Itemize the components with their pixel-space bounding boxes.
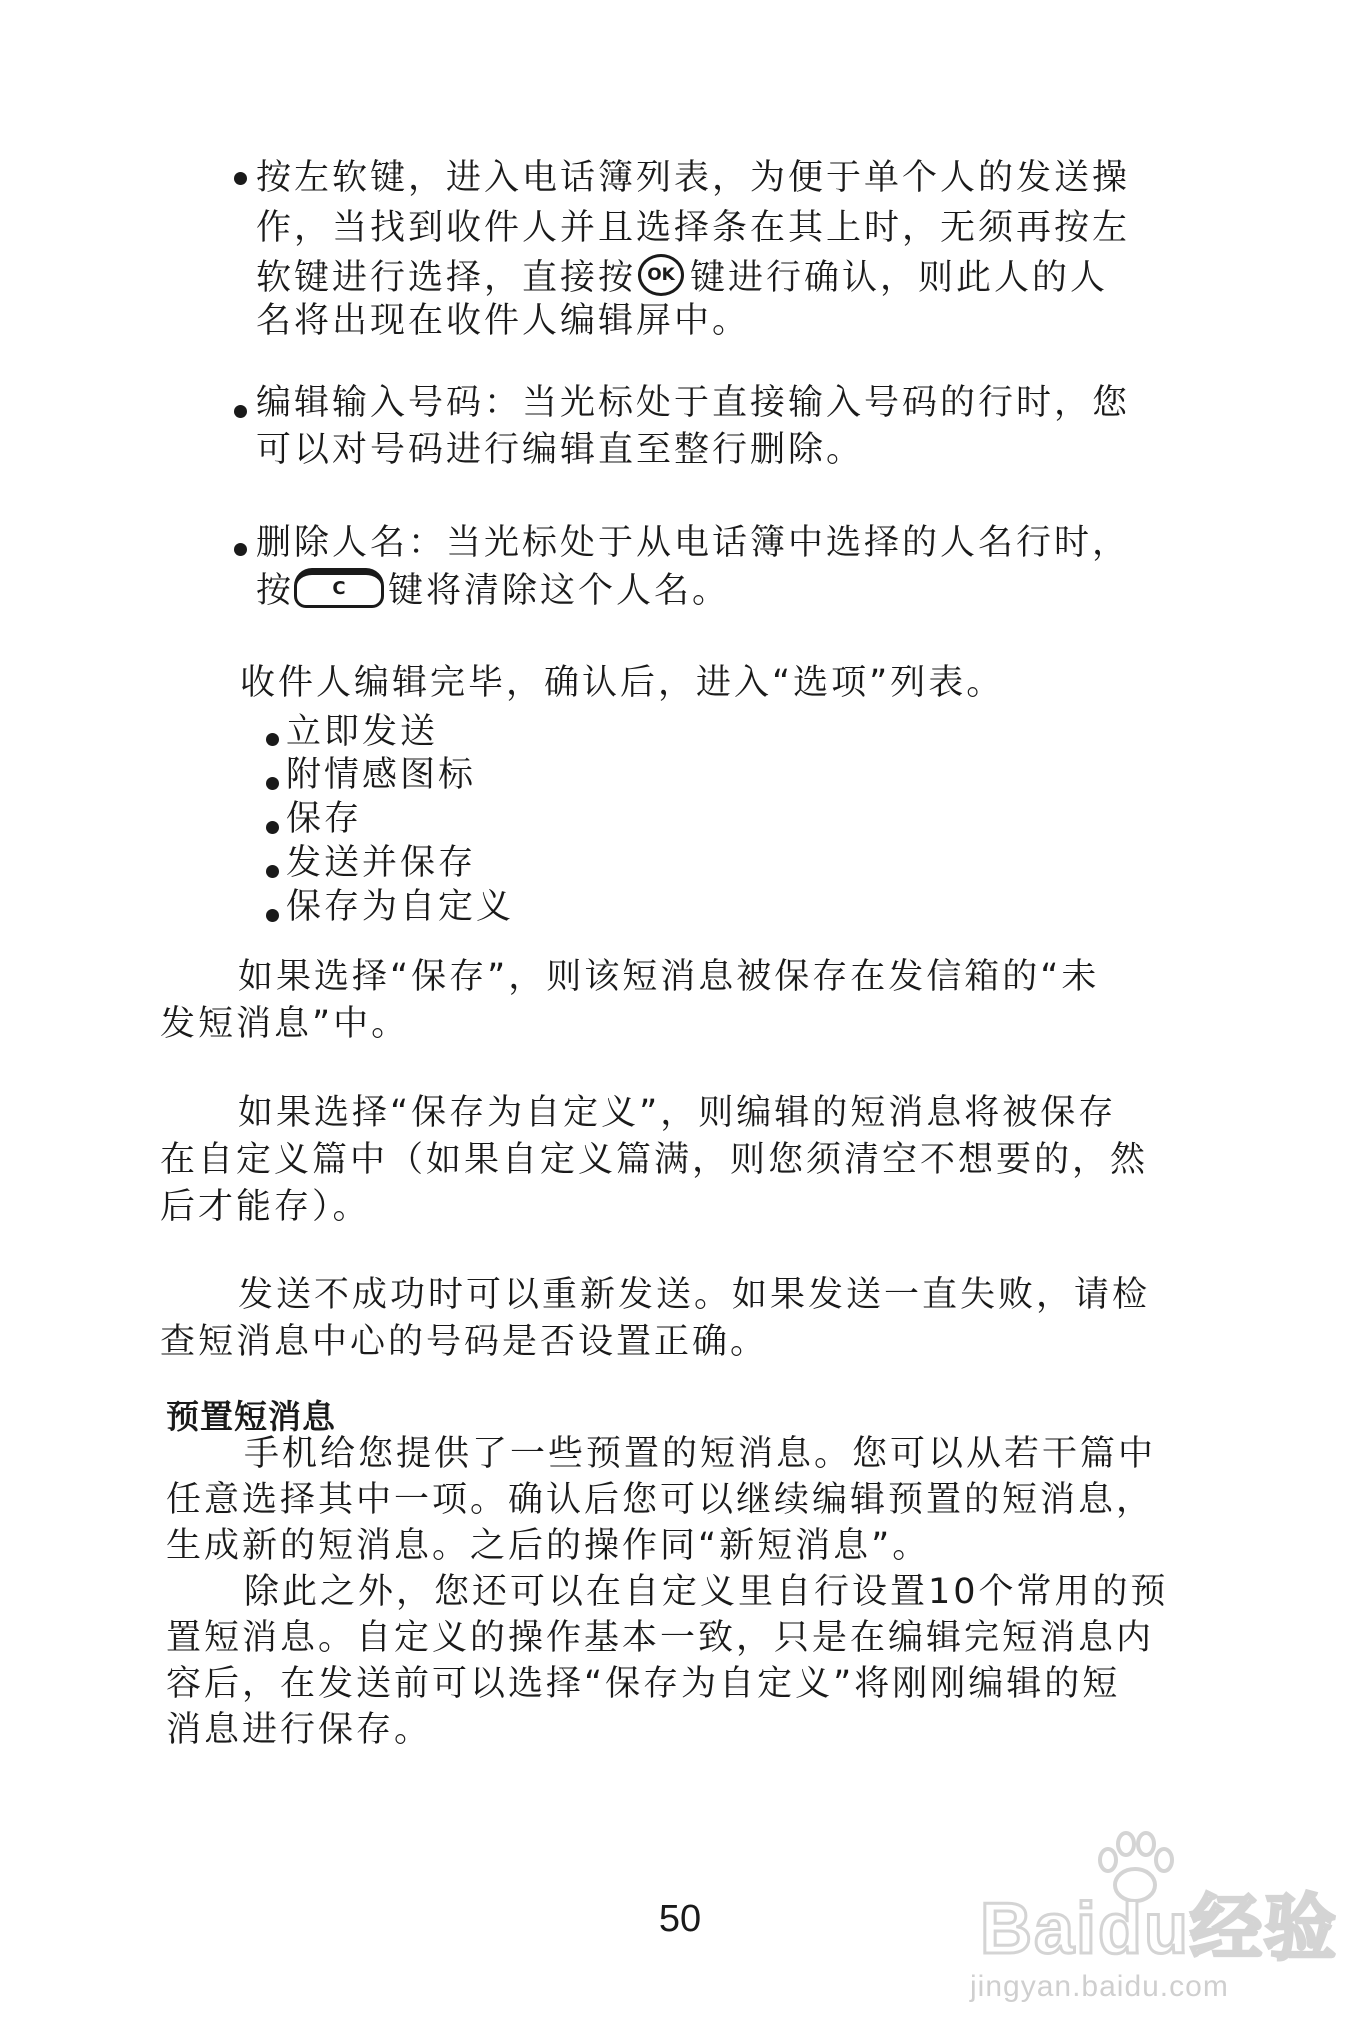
paragraph-2-line-1: 如果选择“保存为自定义”，则编辑的短消息将被保存 <box>238 1093 1117 1133</box>
bullet-3-line-2-text-b: 键将清除这个人名。 <box>388 571 731 611</box>
option-item: 发送并保存 <box>286 843 477 883</box>
c-key-icon: C <box>294 568 384 608</box>
preset-para-2-line-2: 置短消息。自定义的操作基本一致，只是在编辑完短消息内 <box>166 1618 1155 1658</box>
options-intro: 收件人编辑完毕，确认后，进入“选项”列表。 <box>240 663 1005 703</box>
bullet-1-line-3-text-a: 软键进行选择，直接按 <box>256 258 637 298</box>
bullet-3-line-2 <box>256 572 730 612</box>
bullet-dot <box>266 821 279 834</box>
paragraph-2-line-2: 在自定义篇中（如果自定义篇满，则您须清空不想要的，然 <box>160 1140 1149 1180</box>
bullet-dot <box>266 865 279 878</box>
section-heading: 预置短消息 <box>166 1397 336 1436</box>
option-item: 保存 <box>286 799 363 839</box>
preset-para-1-line-3: 生成新的短消息。之后的操作同“新短消息”。 <box>166 1526 931 1566</box>
bullet-dot <box>266 777 279 790</box>
option-item: 立即发送 <box>286 712 439 752</box>
preset-para-1-line-1: 手机给您提供了一些预置的短消息。您可以从若干篇中 <box>244 1434 1157 1474</box>
bullet-1-line-2: 作，当找到收件人并且选择条在其上时，无须再按左 <box>256 208 1131 248</box>
bullet-dot <box>234 405 247 418</box>
paragraph-2-line-3: 后才能存）。 <box>160 1187 371 1227</box>
preset-para-1-line-2: 任意选择其中一项。确认后您可以继续编辑预置的短消息， <box>166 1480 1155 1520</box>
preset-para-2-line-3: 容后，在发送前可以选择“保存为自定义”将刚刚编辑的短 <box>166 1664 1121 1704</box>
option-item: 附情感图标 <box>286 755 477 795</box>
paragraph-3-line-1: 发送不成功时可以重新发送。如果发送一直失败，请检 <box>238 1275 1151 1315</box>
ok-key-icon: OK <box>638 254 684 296</box>
preset-para-2-line-1: 除此之外，您还可以在自定义里自行设置10个常用的预 <box>244 1572 1169 1612</box>
bullet-dot <box>266 733 279 746</box>
option-item: 保存为自定义 <box>286 887 515 927</box>
paragraph-3-line-2: 查短消息中心的号码是否设置正确。 <box>160 1322 769 1362</box>
paragraph-1-line-2: 发短消息”中。 <box>160 1004 410 1044</box>
bullet-2-line-1: 编辑输入号码：当光标处于直接输入号码的行时，您 <box>256 383 1131 423</box>
bullet-1-line-3 <box>256 258 1108 300</box>
paragraph-1-line-1: 如果选择“保存”，则该短消息被保存在发信箱的“未 <box>238 957 1100 997</box>
preset-para-2-line-4: 消息进行保存。 <box>166 1710 433 1750</box>
bullet-1-line-1: 按左软键，进入电话簿列表，为便于单个人的发送操 <box>256 158 1131 198</box>
bullet-1-line-4: 名将出现在收件人编辑屏中。 <box>256 301 751 341</box>
baidu-jingyan-watermark <box>960 1830 1340 2025</box>
page-number: 50 <box>658 1898 702 1940</box>
bullet-dot <box>266 909 279 922</box>
bullet-1-line-3-text-b: 键进行确认，则此人的人 <box>690 258 1109 298</box>
bullet-2-line-2: 可以对号码进行编辑直至整行删除。 <box>256 430 865 470</box>
watermark-logo-text: Baidu经验 <box>980 1889 1339 1969</box>
bullet-3-line-1: 删除人名：当光标处于从电话簿中选择的人名行时， <box>256 523 1131 563</box>
bullet-3-line-2-text-a: 按 <box>256 571 295 611</box>
watermark-url: jingyan.baidu.com <box>970 1970 1229 2003</box>
bullet-dot <box>234 172 247 185</box>
bullet-dot <box>234 543 247 556</box>
